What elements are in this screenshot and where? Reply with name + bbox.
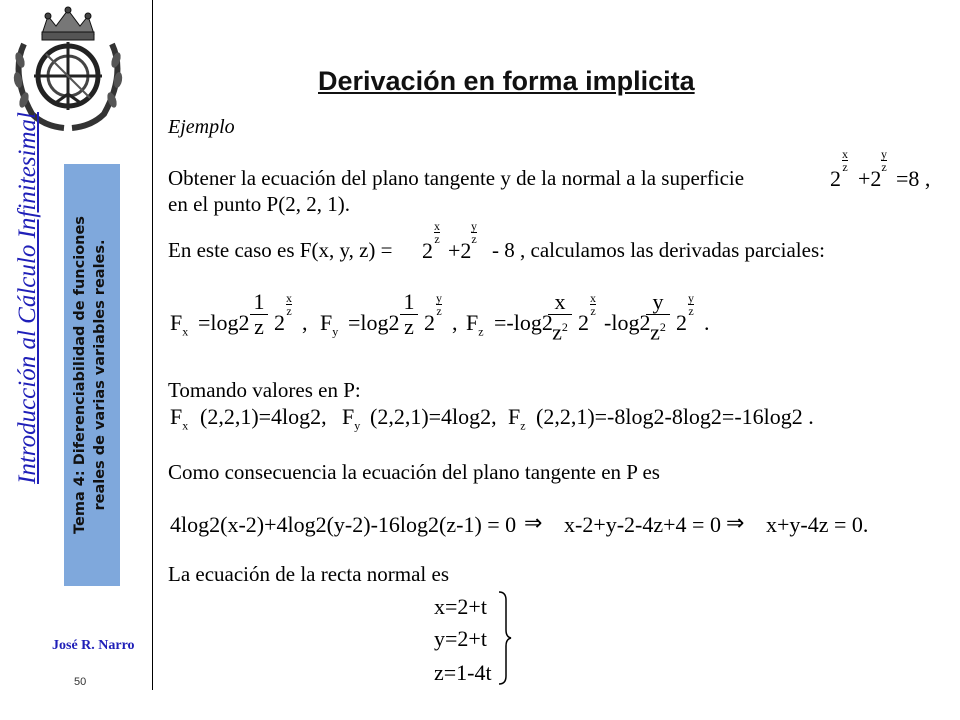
fz-middle-expression: -log2 bbox=[604, 310, 651, 335]
values-at-point: $F_x$ (2,2,1)=4log2, $F_y$ (2,2,1)=4log2, $F_z$ (2,2,1)=-8log2-8log2=-16log2 . bbox=[170, 404, 814, 433]
fy-expression: =log2 bbox=[348, 310, 400, 335]
fy-value: (2,2,1)=4log2, bbox=[370, 404, 497, 429]
fz-value: (2,2,1)=-8log2-8log2=-16log2 . bbox=[536, 404, 814, 429]
values-heading: Tomando valores en P: bbox=[168, 378, 361, 402]
surface-equation-tail: =8 , bbox=[896, 166, 931, 191]
partials-terminator: . bbox=[704, 310, 710, 335]
case-prefix: En este caso es F(x, y, z) = bbox=[168, 238, 393, 262]
normal-z-equation: z=1-4t bbox=[434, 660, 492, 685]
problem-line-1: Obtener la ecuación del plano tangente y de la normal a la superficie bbox=[168, 166, 745, 190]
plane-equation-part1: 4log2(x-2)+4log2(y-2)-16log2(z-1) = 0 bbox=[170, 512, 517, 537]
problem-line-2: en el punto P(2, 2, 1). bbox=[168, 192, 350, 216]
author-name: José R. Narro bbox=[52, 638, 135, 653]
implies-arrow-2: ⇒ bbox=[726, 511, 745, 536]
function-definition: 2 x z +2 y z bbox=[422, 219, 477, 263]
page-number: 50 bbox=[74, 676, 87, 688]
plane-equation-part3: x+y-4z = 0. bbox=[766, 512, 869, 537]
tema-box bbox=[64, 164, 120, 586]
normal-y-equation: y=2+t bbox=[434, 626, 487, 651]
slide-title: Derivación en forma implicita bbox=[318, 66, 695, 96]
tema-line-1: Tema 4: Diferenciabilidad de funciones bbox=[72, 216, 88, 534]
fz-expression: =-log2 bbox=[494, 310, 553, 335]
case-tail: - 8 , calculamos las derivadas parciales: bbox=[492, 238, 825, 262]
example-label: Ejemplo bbox=[168, 116, 235, 138]
implies-arrow-1: ⇒ bbox=[524, 511, 543, 536]
normal-heading: La ecuación de la recta normal es bbox=[168, 562, 450, 586]
tangent-plane-equation bbox=[170, 512, 890, 542]
normal-x-equation: x=2+t bbox=[434, 594, 487, 619]
surface-equation: 2 x z +2 y z =8 , bbox=[830, 147, 931, 191]
tema-line-2: reales de varias variables reales. bbox=[92, 239, 108, 511]
course-title: Introducción al Cálculo Infinitesimal bbox=[14, 112, 41, 484]
fx-value: (2,2,1)=4log2, bbox=[200, 404, 327, 429]
sidebar-divider bbox=[152, 0, 153, 690]
right-brace-icon bbox=[497, 590, 513, 686]
partial-derivatives: $F_x$ =log2 1 z 2 x z , $F_y$ =log2 1 z 2 y z , $F_z$ =-log2 x $z^2$ 2 x z -log2 y $z^2$ 2 y z . bbox=[170, 289, 710, 345]
consequence-text: Como consecuencia la ecuación del plano tangente en P es bbox=[168, 460, 660, 484]
fx-expression: =log2 bbox=[198, 310, 250, 335]
tema-description bbox=[64, 164, 120, 586]
plane-equation-part2: x-2+y-2-4z+4 = 0 bbox=[564, 512, 721, 537]
